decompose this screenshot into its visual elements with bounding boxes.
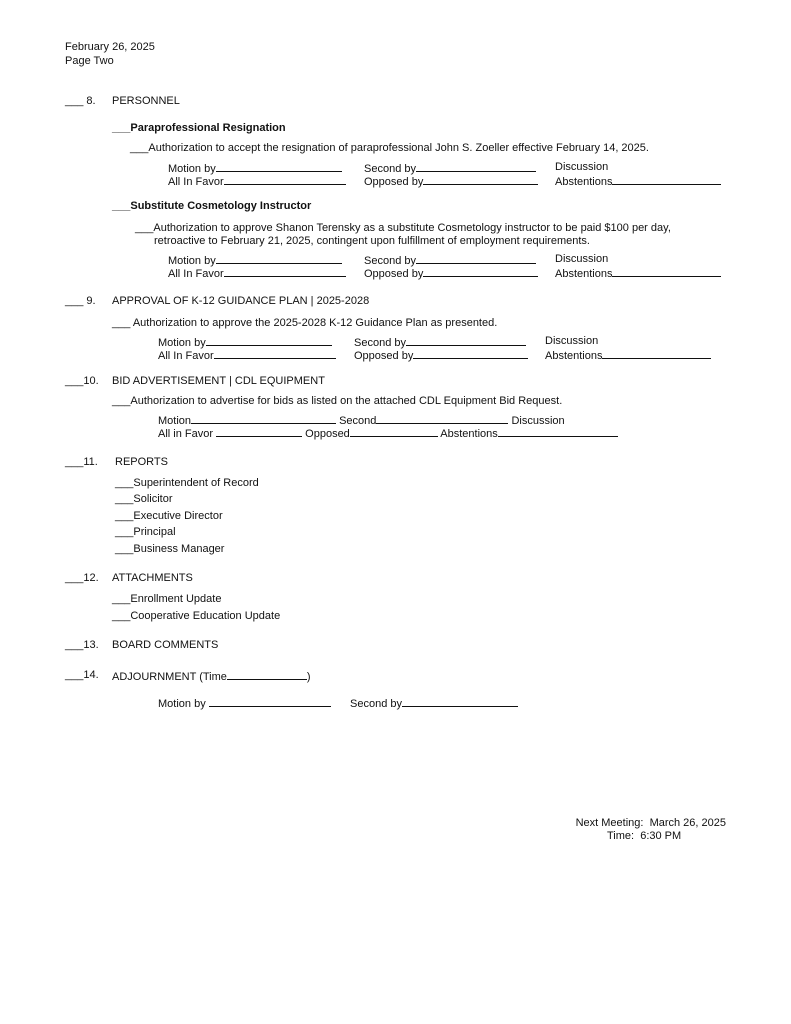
report-item: ___Superintendent of Record xyxy=(115,477,259,489)
motion-by-field: Motion by xyxy=(168,161,342,176)
opposed-by-field: Opposed by xyxy=(364,174,538,189)
item-8-title: PERSONNEL xyxy=(112,95,180,107)
all-in-favor-field: All In Favor xyxy=(168,174,346,189)
paraprofessional-resignation-text: ___Authorization to accept the resignation of paraprofessional John S. Zoeller effective February 14, 2025. xyxy=(130,142,649,154)
opposed-by-field: Opposed by xyxy=(364,266,538,281)
motion-field: Motion Second Discussion xyxy=(158,415,565,427)
item-10-title: BID ADVERTISEMENT | CDL EQUIPMENT xyxy=(112,375,325,387)
item-13-number: ___13. xyxy=(65,639,99,651)
item-10-text: ___Authorization to advertise for bids as listed on the attached CDL Equipment Bid Request. xyxy=(112,395,563,407)
motion-by-field: Motion by xyxy=(158,335,332,350)
report-item: ___Executive Director xyxy=(115,510,223,522)
next-meeting: Next Meeting: March 26, 2025 xyxy=(575,817,726,829)
item-13-title: BOARD COMMENTS xyxy=(112,639,219,651)
item-11-number: ___11. xyxy=(65,456,98,468)
all-in-favor-field: All in Favor Opposed Abstentions xyxy=(158,426,618,441)
discussion-label: Discussion xyxy=(555,161,609,173)
adjournment-second-by: Second by xyxy=(350,696,518,711)
second-by-field: Second by xyxy=(364,161,536,176)
item-14-title: ADJOURNMENT (Time ) xyxy=(112,671,311,683)
item-12-title: ATTACHMENTS xyxy=(112,572,193,584)
substitute-cosmetology-text-2: retroactive to February 21, 2025, contingent upon fulfillment of employment requirements. xyxy=(154,235,590,247)
all-in-favor-field: All In Favor xyxy=(168,266,346,281)
discussion-label: Discussion xyxy=(545,335,599,347)
opposed-by-field: Opposed by xyxy=(354,348,528,363)
meeting-time: Time: 6:30 PM xyxy=(607,830,682,842)
substitute-cosmetology-text-1: ___Authorization to approve Shanon Terensky as a substitute Cosmetology instructor to be paid $100 per day, xyxy=(135,222,671,234)
report-item: ___Principal xyxy=(115,526,176,538)
item-9-title: APPROVAL OF K-12 GUIDANCE PLAN | 2025-2028 xyxy=(112,295,370,307)
motion-by-field: Motion by xyxy=(168,253,342,268)
attachment-item: ___Cooperative Education Update xyxy=(112,610,281,622)
abstentions-field: Abstentions xyxy=(545,348,711,363)
item-11-title: REPORTS xyxy=(115,456,168,468)
all-in-favor-field: All In Favor xyxy=(158,348,336,363)
adjournment-motion-by: Motion by xyxy=(158,696,331,711)
item-9-number: ___ 9. xyxy=(65,295,96,307)
item-14-number: ___14. xyxy=(65,669,99,681)
report-item: ___Business Manager xyxy=(115,543,225,555)
abstentions-field: Abstentions xyxy=(555,266,721,281)
second-by-field: Second by xyxy=(354,335,526,350)
report-item: ___Solicitor xyxy=(115,493,173,505)
item-8-number: ___ 8. xyxy=(65,95,96,107)
second-by-field: Second by xyxy=(364,253,536,268)
attachment-item: ___Enrollment Update xyxy=(112,593,222,605)
item-12-number: ___12. xyxy=(65,572,99,584)
substitute-cosmetology-heading: ___Substitute Cosmetology Instructor xyxy=(112,200,312,212)
discussion-label: Discussion xyxy=(555,253,609,265)
paraprofessional-resignation-heading: ___Paraprofessional Resignation xyxy=(112,122,286,134)
abstentions-field: Abstentions xyxy=(555,174,721,189)
document-date: February 26, 2025 xyxy=(65,41,155,53)
item-9-text: ___ Authorization to approve the 2025-2028 K-12 Guidance Plan as presented. xyxy=(112,317,498,329)
item-10-number: ___10. xyxy=(65,375,99,387)
page-label: Page Two xyxy=(65,55,114,67)
